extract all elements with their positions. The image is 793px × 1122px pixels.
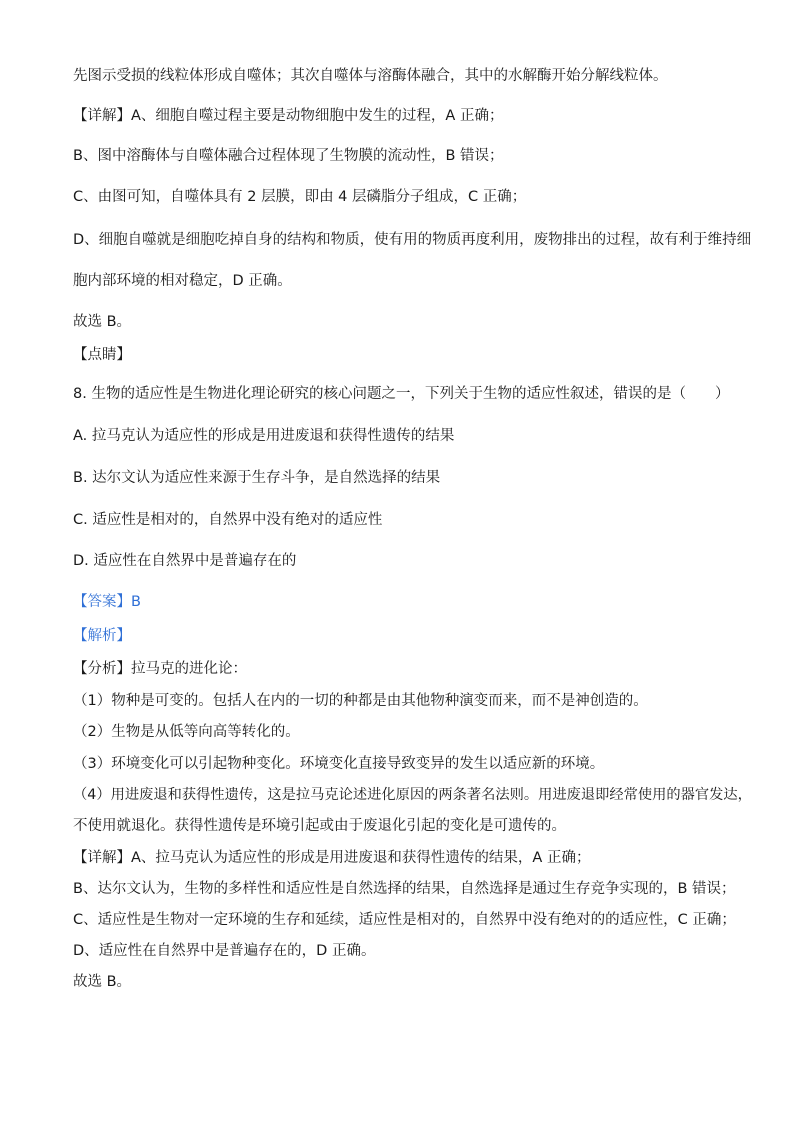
text-line: 【分析】拉马克的进化论：: [73, 661, 247, 677]
text-line: 先图示受损的线粒体形成自噬体；其次自噬体与溶酶体融合，其中的水解酶开始分解线粒体。: [73, 68, 668, 84]
option-b: B. 达尔文认为适应性来源于生存斗争，是自然选择的结果: [73, 470, 441, 486]
text-line: 【点睛】: [73, 347, 131, 363]
text-line: （2）生物是从低等向高等转化的。: [73, 724, 300, 740]
text-line: C、由图可知，自噬体具有 2 层膜，即由 4 层磷脂分子组成，C 正确；: [73, 189, 527, 205]
analysis-heading: 【解析】: [73, 628, 131, 644]
text-line: （3）环境变化可以引起物种变化。环境变化直接导致变异的发生以适应新的环境。: [73, 756, 605, 772]
text-line: 【详解】A、拉马克认为适应性的形成是用进废退和获得性遗传的结果，A 正确；: [73, 850, 591, 866]
text-line: B、达尔文认为，生物的多样性和适应性是自然选择的结果，自然选择是通过生存竞争实现的，B 错误；: [73, 881, 736, 897]
text-line: C、适应性是生物对一定环境的生存和延续，适应性是相对的，自然界中没有绝对的的适应性，C 正确；: [73, 912, 736, 928]
text-line: 【详解】A、细胞自噬过程主要是动物细胞中发生的过程，A 正确；: [73, 108, 504, 124]
option-d: D. 适应性在自然界中是普遍存在的: [73, 553, 297, 569]
text-line: 故选 B。: [73, 974, 132, 990]
text-line: （4）用进废退和获得性遗传，这是拉马克论述进化原因的两条著名法则。用进废退即经常使用的器官发达，: [73, 787, 752, 803]
text-line: （1）物种是可变的。包括人在内的一切的种都是由其他物种演变而来，而不是神创造的。: [73, 693, 648, 709]
text-line: B、图中溶酶体与自噬体融合过程体现了生物膜的流动性，B 错误；: [73, 148, 504, 164]
text-line: 不使用就退化。获得性遗传是环境引起或由于废退化引起的变化是可遗传的。: [73, 818, 566, 834]
text-line: 胞内部环境的相对稳定，D 正确。: [73, 273, 292, 289]
answer-line: 【答案】B: [73, 594, 141, 610]
text-line: D、细胞自噬就是细胞吃掉自身的结构和物质，使有用的物质再度利用，废物排出的过程，故有利于维持细: [73, 232, 752, 248]
question-stem: 8. 生物的适应性是生物进化理论研究的核心问题之一，下列关于生物的适应性叙述，错误的是（ ）: [73, 386, 730, 402]
option-c: C. 适应性是相对的，自然界中没有绝对的适应性: [73, 512, 383, 528]
text-line: 故选 B。: [73, 314, 132, 330]
text-line: D、适应性在自然界中是普遍存在的，D 正确。: [73, 943, 376, 959]
option-a: A. 拉马克认为适应性的形成是用进废退和获得性遗传的结果: [73, 428, 455, 444]
